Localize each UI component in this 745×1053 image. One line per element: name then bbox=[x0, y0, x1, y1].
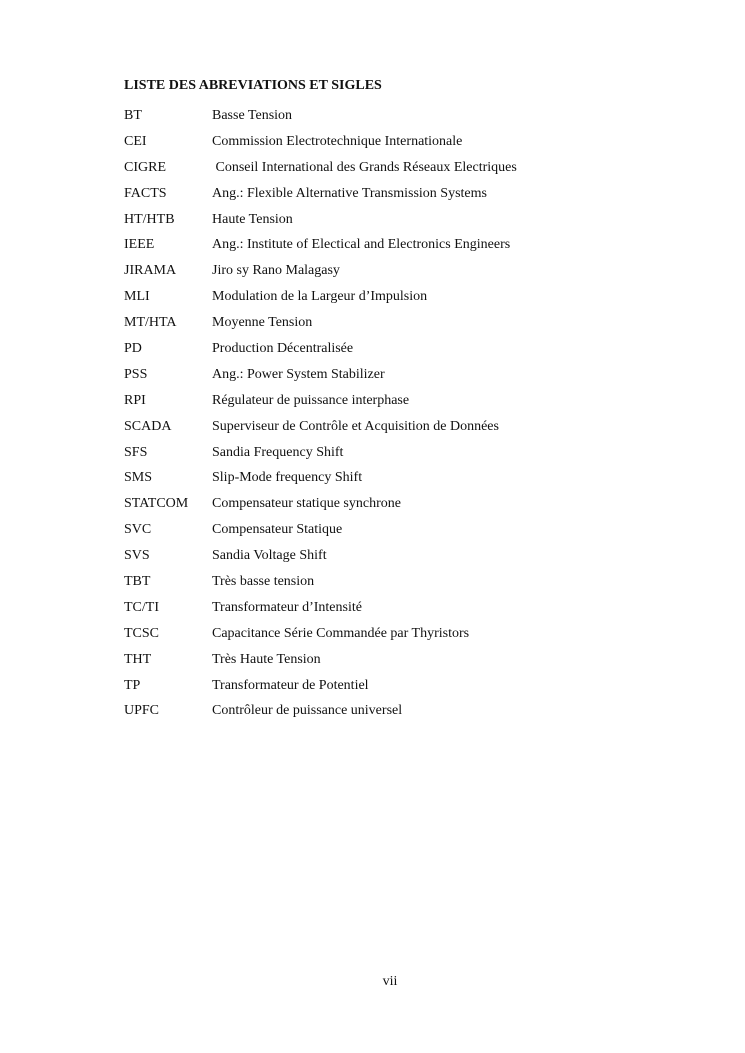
page-number: vii bbox=[382, 974, 398, 989]
abbreviation-definition: Transformateur de Potentiel bbox=[212, 677, 369, 693]
abbreviation-term: SVS bbox=[124, 548, 150, 564]
list-item bbox=[124, 207, 517, 233]
abbreviation-definition: Ang.: Power System Stabilizer bbox=[212, 366, 385, 382]
abbreviation-definition: Sandia Voltage Shift bbox=[212, 548, 327, 564]
list-item bbox=[124, 491, 517, 517]
abbreviation-term: CEI bbox=[124, 133, 147, 149]
abbreviation-list bbox=[124, 103, 517, 724]
abbreviation-term: TP bbox=[124, 677, 141, 693]
abbreviation-definition: Production Décentralisée bbox=[212, 340, 354, 356]
abbreviation-term: STATCOM bbox=[124, 496, 189, 512]
abbreviation-term: RPI bbox=[124, 392, 146, 408]
abbreviation-definition: Haute Tension bbox=[212, 211, 293, 227]
page-title: LISTE DES ABREVIATIONS ET SIGLES bbox=[124, 78, 382, 93]
list-item bbox=[124, 388, 517, 414]
abbreviation-definition: Superviseur de Contrôle et Acquisition de Données bbox=[212, 418, 499, 434]
abbreviation-term: TC/TI bbox=[124, 599, 159, 615]
abbreviation-term: UPFC bbox=[124, 703, 160, 719]
abbreviation-term: PD bbox=[124, 340, 142, 356]
abbreviation-definition: Modulation de la Largeur d’Impulsion bbox=[212, 289, 428, 305]
list-item bbox=[124, 414, 517, 440]
abbreviation-definition: Ang.: Institute of Electical and Electronics Engineers bbox=[212, 237, 511, 253]
list-item bbox=[124, 698, 517, 724]
abbreviation-definition: Transformateur d’Intensité bbox=[212, 599, 362, 615]
abbreviation-definition: Sandia Frequency Shift bbox=[212, 444, 344, 460]
abbreviation-term: TCSC bbox=[124, 625, 160, 641]
list-item bbox=[124, 465, 517, 491]
abbreviation-term: MLI bbox=[124, 289, 150, 305]
abbreviation-term: JIRAMA bbox=[124, 263, 177, 279]
list-item bbox=[124, 336, 517, 362]
abbreviation-term: FACTS bbox=[124, 185, 167, 201]
abbreviation-definition: Très basse tension bbox=[212, 573, 315, 589]
abbreviation-term: SCADA bbox=[124, 418, 172, 434]
abbreviation-definition: Compensateur statique synchrone bbox=[212, 496, 401, 512]
list-item bbox=[124, 517, 517, 543]
abbreviation-definition: Très Haute Tension bbox=[212, 651, 321, 667]
abbreviation-term: SVC bbox=[124, 522, 152, 538]
list-item bbox=[124, 543, 517, 569]
abbreviation-definition: Compensateur Statique bbox=[212, 522, 343, 538]
abbreviation-term: MT/HTA bbox=[124, 315, 177, 331]
abbreviation-term: SMS bbox=[124, 470, 153, 486]
abbreviation-definition: Régulateur de puissance interphase bbox=[212, 392, 410, 408]
list-item bbox=[124, 647, 517, 673]
abbreviation-term: PSS bbox=[124, 366, 148, 382]
abbreviation-term: SFS bbox=[124, 444, 148, 460]
list-item bbox=[124, 181, 517, 207]
list-item bbox=[124, 258, 517, 284]
list-item bbox=[124, 569, 517, 595]
abbreviation-definition: Moyenne Tension bbox=[212, 315, 313, 331]
list-item bbox=[124, 284, 517, 310]
abbreviation-definition: Ang.: Flexible Alternative Transmission Systems bbox=[212, 185, 487, 201]
abbreviation-definition: Slip-Mode frequency Shift bbox=[212, 470, 363, 486]
abbreviation-term: CIGRE bbox=[124, 159, 166, 175]
abbreviation-definition: Jiro sy Rano Malagasy bbox=[212, 263, 340, 279]
list-item bbox=[124, 103, 517, 129]
list-item bbox=[124, 129, 517, 155]
abbreviation-definition: Contrôleur de puissance universel bbox=[212, 703, 403, 719]
list-item bbox=[124, 155, 517, 181]
list-item bbox=[124, 440, 517, 466]
list-item bbox=[124, 362, 517, 388]
list-item bbox=[124, 232, 517, 258]
abbreviation-definition: Commission Electrotechnique Internationale bbox=[212, 133, 463, 149]
abbreviation-definition: Capacitance Série Commandée par Thyristors bbox=[212, 625, 470, 641]
abbreviation-term: IEEE bbox=[124, 237, 155, 253]
list-item bbox=[124, 595, 517, 621]
list-item bbox=[124, 310, 517, 336]
abbreviation-definition: Conseil International des Grands Réseaux Electriques bbox=[212, 159, 517, 175]
abbreviation-term: TBT bbox=[124, 573, 151, 589]
list-item bbox=[124, 621, 517, 647]
abbreviation-term: THT bbox=[124, 651, 152, 667]
list-item bbox=[124, 673, 517, 699]
abbreviation-term: BT bbox=[124, 107, 142, 123]
abbreviation-definition: Basse Tension bbox=[212, 107, 293, 123]
abbreviation-term: HT/HTB bbox=[124, 211, 175, 227]
